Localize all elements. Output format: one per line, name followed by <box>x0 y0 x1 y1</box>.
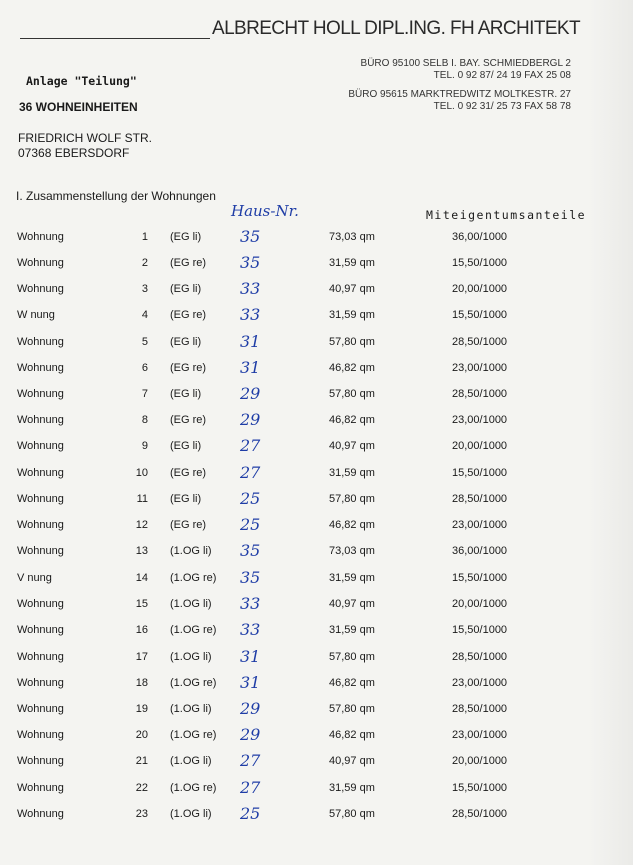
house-number: 29 <box>240 699 261 718</box>
row-label: Wohnung <box>17 336 64 348</box>
floor-position: (EG li) <box>170 231 202 243</box>
row-label: Wohnung <box>17 729 64 741</box>
apartment-number: 2 <box>141 257 148 269</box>
attachment-title: Anlage "Teilung" <box>26 74 137 88</box>
table-row <box>0 305 633 329</box>
scan-edge-shading <box>588 0 633 865</box>
house-number: 31 <box>240 332 261 351</box>
ownership-share: 36,00/1000 <box>452 545 508 557</box>
ownership-share: 28,50/1000 <box>452 808 508 820</box>
ownership-share: 23,00/1000 <box>452 729 508 741</box>
floor-area: 46,82 qm <box>329 677 375 689</box>
row-label: Wohnung <box>17 703 64 715</box>
house-number: 33 <box>240 594 261 613</box>
row-label: Wohnung <box>17 388 64 400</box>
floor-position: (EG re) <box>170 257 207 269</box>
ownership-share: 15,50/1000 <box>452 309 508 321</box>
table-row <box>0 647 633 671</box>
house-number: 25 <box>240 804 261 823</box>
apartment-number: 13 <box>135 545 148 557</box>
shares-heading: Miteigentumsanteile <box>426 208 587 222</box>
apartment-number: 22 <box>135 782 148 794</box>
ownership-share: 23,00/1000 <box>452 677 508 689</box>
ownership-share: 23,00/1000 <box>452 519 508 531</box>
floor-position: (1.OG li) <box>170 545 212 557</box>
apartment-number: 1 <box>141 231 148 243</box>
house-number: 35 <box>240 568 261 587</box>
row-label: W nung <box>17 309 55 321</box>
table-row <box>0 778 633 802</box>
letterhead-rule <box>20 38 210 39</box>
house-number: 31 <box>240 647 261 666</box>
firm-name: ALBRECHT HOLL DIPL.ING. FH ARCHITEKT <box>212 18 580 39</box>
apartment-number: 17 <box>135 651 148 663</box>
house-number: 27 <box>240 751 261 770</box>
floor-area: 31,59 qm <box>329 467 375 479</box>
house-number: 31 <box>240 673 261 692</box>
apartment-number: 10 <box>135 467 148 479</box>
ownership-share: 20,00/1000 <box>452 283 508 295</box>
unit-count: 36 WOHNEINHEITEN <box>19 100 138 114</box>
office1-phone: TEL. 0 92 87/ 24 19 FAX 25 08 <box>433 70 571 81</box>
table-row <box>0 489 633 513</box>
table-row <box>0 436 633 460</box>
floor-position: (EG re) <box>170 362 207 374</box>
ownership-share: 15,50/1000 <box>452 624 508 636</box>
table-row <box>0 594 633 618</box>
table-row <box>0 541 633 565</box>
floor-position: (EG re) <box>170 309 207 321</box>
ownership-share: 20,00/1000 <box>452 755 508 767</box>
floor-area: 31,59 qm <box>329 624 375 636</box>
apartment-number: 3 <box>141 283 148 295</box>
table-row <box>0 253 633 277</box>
ownership-share: 28,50/1000 <box>452 388 508 400</box>
floor-position: (1.OG re) <box>170 677 217 689</box>
floor-position: (1.OG re) <box>170 782 217 794</box>
floor-area: 57,80 qm <box>329 336 375 348</box>
floor-area: 57,80 qm <box>329 703 375 715</box>
ownership-share: 28,50/1000 <box>452 336 508 348</box>
floor-area: 73,03 qm <box>329 231 375 243</box>
floor-position: (EG re) <box>170 414 207 426</box>
house-number: 27 <box>240 463 261 482</box>
floor-position: (EG li) <box>170 283 202 295</box>
floor-area: 57,80 qm <box>329 388 375 400</box>
floor-position: (EG li) <box>170 493 202 505</box>
floor-position: (1.OG li) <box>170 703 212 715</box>
floor-position: (1.OG re) <box>170 572 217 584</box>
floor-position: (1.OG re) <box>170 624 217 636</box>
apartment-number: 15 <box>135 598 148 610</box>
row-label: Wohnung <box>17 231 64 243</box>
ownership-share: 28,50/1000 <box>452 703 508 715</box>
floor-area: 31,59 qm <box>329 309 375 321</box>
floor-area: 40,97 qm <box>329 283 375 295</box>
row-label: Wohnung <box>17 519 64 531</box>
ownership-share: 15,50/1000 <box>452 257 508 269</box>
apartment-number: 11 <box>136 493 148 505</box>
house-number: 35 <box>240 541 261 560</box>
floor-area: 46,82 qm <box>329 729 375 741</box>
table-row <box>0 725 633 749</box>
table-row <box>0 568 633 592</box>
ownership-share: 23,00/1000 <box>452 362 508 374</box>
floor-area: 57,80 qm <box>329 493 375 505</box>
house-number: 27 <box>240 778 261 797</box>
house-number: 25 <box>240 489 261 508</box>
floor-area: 40,97 qm <box>329 440 375 452</box>
row-label: Wohnung <box>17 782 64 794</box>
apartment-number: 6 <box>141 362 148 374</box>
apartment-number: 16 <box>135 624 148 636</box>
apartment-number: 8 <box>141 414 148 426</box>
floor-position: (EG re) <box>170 467 207 479</box>
apartment-number: 12 <box>135 519 148 531</box>
floor-area: 40,97 qm <box>329 755 375 767</box>
floor-area: 40,97 qm <box>329 598 375 610</box>
house-number: 33 <box>240 279 261 298</box>
row-label: Wohnung <box>17 414 64 426</box>
office2-address: BÜRO 95615 MARKTREDWITZ MOLTKESTR. 27 <box>348 89 571 100</box>
floor-area: 46,82 qm <box>329 362 375 374</box>
floor-position: (1.OG li) <box>170 651 212 663</box>
row-label: Wohnung <box>17 440 64 452</box>
property-street: FRIEDRICH WOLF STR. <box>18 131 152 145</box>
floor-position: (1.OG re) <box>170 729 217 741</box>
ownership-share: 15,50/1000 <box>452 782 508 794</box>
house-number: 31 <box>240 358 261 377</box>
floor-area: 31,59 qm <box>329 257 375 269</box>
table-row <box>0 227 633 251</box>
apartment-number: 19 <box>135 703 148 715</box>
row-label: Wohnung <box>17 598 64 610</box>
row-label: Wohnung <box>17 808 64 820</box>
ownership-share: 20,00/1000 <box>452 440 508 452</box>
house-number: 29 <box>240 410 261 429</box>
floor-position: (EG re) <box>170 519 207 531</box>
floor-position: (EG li) <box>170 388 202 400</box>
row-label: Wohnung <box>17 257 64 269</box>
house-number: 27 <box>240 436 261 455</box>
row-label: Wohnung <box>17 651 64 663</box>
ownership-share: 20,00/1000 <box>452 598 508 610</box>
floor-position: (EG li) <box>170 440 202 452</box>
row-label: Wohnung <box>17 467 64 479</box>
house-number: 33 <box>240 305 261 324</box>
floor-position: (EG li) <box>170 336 202 348</box>
house-number: 35 <box>240 253 261 272</box>
row-label: Wohnung <box>17 283 64 295</box>
apartment-number: 20 <box>135 729 148 741</box>
floor-position: (1.OG li) <box>170 598 212 610</box>
office1-address: BÜRO 95100 SELB I. BAY. SCHMIEDBERGL 2 <box>360 58 571 69</box>
ownership-share: 28,50/1000 <box>452 493 508 505</box>
house-number: 29 <box>240 725 261 744</box>
table-row <box>0 673 633 697</box>
house-number: 35 <box>240 227 261 246</box>
apartment-number: 21 <box>135 755 148 767</box>
table-row <box>0 358 633 382</box>
house-number: 29 <box>240 384 261 403</box>
row-label: Wohnung <box>17 755 64 767</box>
row-label: Wohnung <box>17 362 64 374</box>
table-row <box>0 410 633 434</box>
ownership-share: 23,00/1000 <box>452 414 508 426</box>
table-row <box>0 620 633 644</box>
house-number: 33 <box>240 620 261 639</box>
house-number: 25 <box>240 515 261 534</box>
table-row <box>0 332 633 356</box>
table-row <box>0 699 633 723</box>
floor-position: (1.OG li) <box>170 808 212 820</box>
haus-nr-heading: Haus-Nr. <box>231 202 299 220</box>
ownership-share: 15,50/1000 <box>452 572 508 584</box>
row-label: Wohnung <box>17 624 64 636</box>
section-heading: I. Zusammenstellung der Wohnungen <box>16 189 216 203</box>
table-row <box>0 279 633 303</box>
table-row <box>0 751 633 775</box>
floor-area: 57,80 qm <box>329 651 375 663</box>
apartment-number: 4 <box>141 309 148 321</box>
row-label: Wohnung <box>17 545 64 557</box>
ownership-share: 28,50/1000 <box>452 651 508 663</box>
table-row <box>0 515 633 539</box>
ownership-share: 15,50/1000 <box>452 467 508 479</box>
office2-phone: TEL. 0 92 31/ 25 73 FAX 58 78 <box>433 101 571 112</box>
row-label: Wohnung <box>17 493 64 505</box>
apartment-number: 7 <box>141 388 148 400</box>
floor-area: 46,82 qm <box>329 519 375 531</box>
apartment-number: 9 <box>141 440 148 452</box>
floor-position: (1.OG li) <box>170 755 212 767</box>
table-row <box>0 804 633 828</box>
apartment-number: 18 <box>135 677 148 689</box>
floor-area: 46,82 qm <box>329 414 375 426</box>
property-city: 07368 EBERSDORF <box>18 146 130 160</box>
floor-area: 31,59 qm <box>329 782 375 794</box>
row-label: V nung <box>17 572 52 584</box>
floor-area: 31,59 qm <box>329 572 375 584</box>
apartment-number: 5 <box>141 336 148 348</box>
table-row <box>0 384 633 408</box>
apartment-number: 23 <box>135 808 148 820</box>
apartment-number: 14 <box>135 572 148 584</box>
floor-area: 57,80 qm <box>329 808 375 820</box>
row-label: Wohnung <box>17 677 64 689</box>
floor-area: 73,03 qm <box>329 545 375 557</box>
table-row <box>0 463 633 487</box>
ownership-share: 36,00/1000 <box>452 231 508 243</box>
